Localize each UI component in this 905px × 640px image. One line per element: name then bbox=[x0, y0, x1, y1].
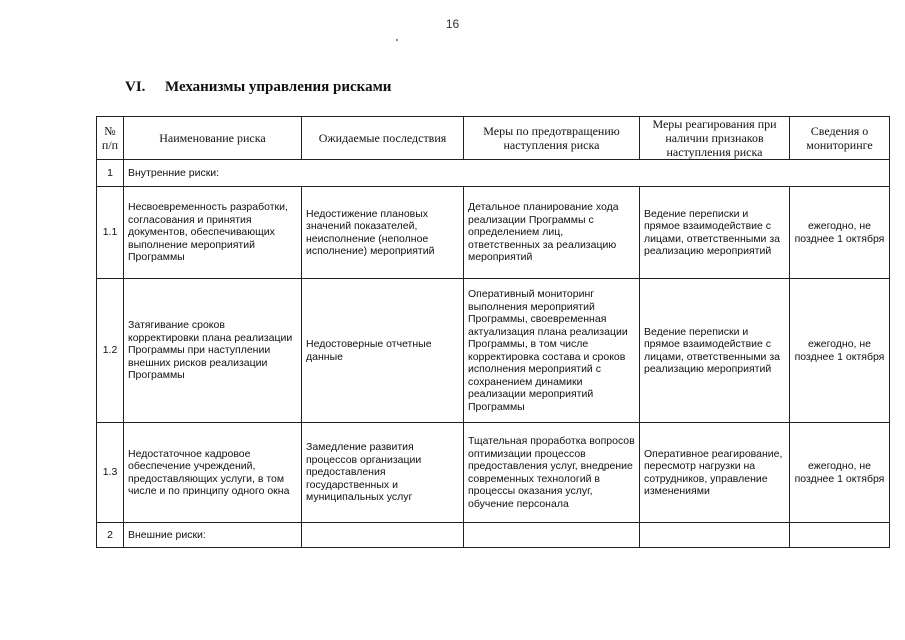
header-prevention: Меры по предотвращению наступления риска bbox=[464, 117, 640, 160]
row-consequences: Замедление развития процессов организации предоставления государственных и муниципальных услуг bbox=[302, 423, 464, 523]
row-prevention: Тщательная проработка вопросов оптимизации процессов предоставления услуг, внедрение современных технологий в процессы оказания услуг, обучение персонала bbox=[464, 423, 640, 523]
empty-cell bbox=[302, 523, 464, 548]
page-number: 16 bbox=[445, 17, 460, 31]
group-num: 2 bbox=[97, 523, 124, 548]
table-row bbox=[97, 423, 890, 523]
empty-cell bbox=[464, 523, 640, 548]
row-consequences: Недостоверные отчетные данные bbox=[302, 279, 464, 423]
table-row bbox=[97, 279, 890, 423]
row-risk: Затягивание сроков корректировки плана реализации Программы при наступлении внешних рисков реализации Программы bbox=[124, 279, 302, 423]
risk-table bbox=[96, 116, 890, 548]
header-num: № п/п bbox=[97, 117, 124, 160]
group-num: 1 bbox=[97, 160, 124, 187]
row-response: Оперативное реагирование, пересмотр нагрузки на сотрудников, управление изменениями bbox=[640, 423, 790, 523]
row-risk: Несвоевременность разработки, согласования и принятия документов, обеспечивающих выполнение мероприятий Программы bbox=[124, 187, 302, 279]
header-risk: Наименование риска bbox=[124, 117, 302, 160]
group-label: Внешние риски: bbox=[124, 523, 302, 548]
group-row bbox=[97, 523, 890, 548]
group-label: Внутренние риски: bbox=[124, 160, 890, 187]
row-consequences: Недостижение плановых значений показателей, неисполнение (неполное исполнение) мероприятий bbox=[302, 187, 464, 279]
row-risk: Недостаточное кадровое обеспечение учреждений, предоставляющих услуги, в том числе и по принципу одного окна bbox=[124, 423, 302, 523]
row-prevention: Детальное планирование хода реализации Программы с определением лиц, ответственных за реализацию мероприятий bbox=[464, 187, 640, 279]
row-monitoring: ежегодно, не позднее 1 октября bbox=[790, 423, 890, 523]
section-title bbox=[125, 79, 391, 96]
row-response: Ведение переписки и прямое взаимодействие с лицами, ответственными за реализацию мероприятий bbox=[640, 187, 790, 279]
row-num: 1.2 bbox=[97, 279, 124, 423]
group-row bbox=[97, 160, 890, 187]
row-response: Ведение переписки и прямое взаимодействие с лицами, ответственными за реализацию мероприятий bbox=[640, 279, 790, 423]
table-row bbox=[97, 187, 890, 279]
row-num: 1.1 bbox=[97, 187, 124, 279]
section-title-text: Механизмы управления рисками bbox=[165, 79, 392, 95]
row-num: 1.3 bbox=[97, 423, 124, 523]
row-monitoring: ежегодно, не позднее 1 октября bbox=[790, 279, 890, 423]
header-consequences: Ожидаемые последствия bbox=[302, 117, 464, 160]
header-response: Меры реагирования при наличии признаков наступления риска bbox=[640, 117, 790, 160]
section-number: VI. bbox=[125, 79, 146, 95]
table-header-row bbox=[97, 117, 890, 160]
empty-cell bbox=[790, 523, 890, 548]
row-monitoring: ежегодно, не позднее 1 октября bbox=[790, 187, 890, 279]
scan-speck bbox=[396, 39, 398, 41]
empty-cell bbox=[640, 523, 790, 548]
header-monitoring: Сведения о мониторинге bbox=[790, 117, 890, 160]
row-prevention: Оперативный мониторинг выполнения мероприятий Программы, своевременная актуализация плана реализации Программы, в том числе корректировка состава и сроков исполнения мероприятий с сохранением динамики реализации мероприятий Программы bbox=[464, 279, 640, 423]
